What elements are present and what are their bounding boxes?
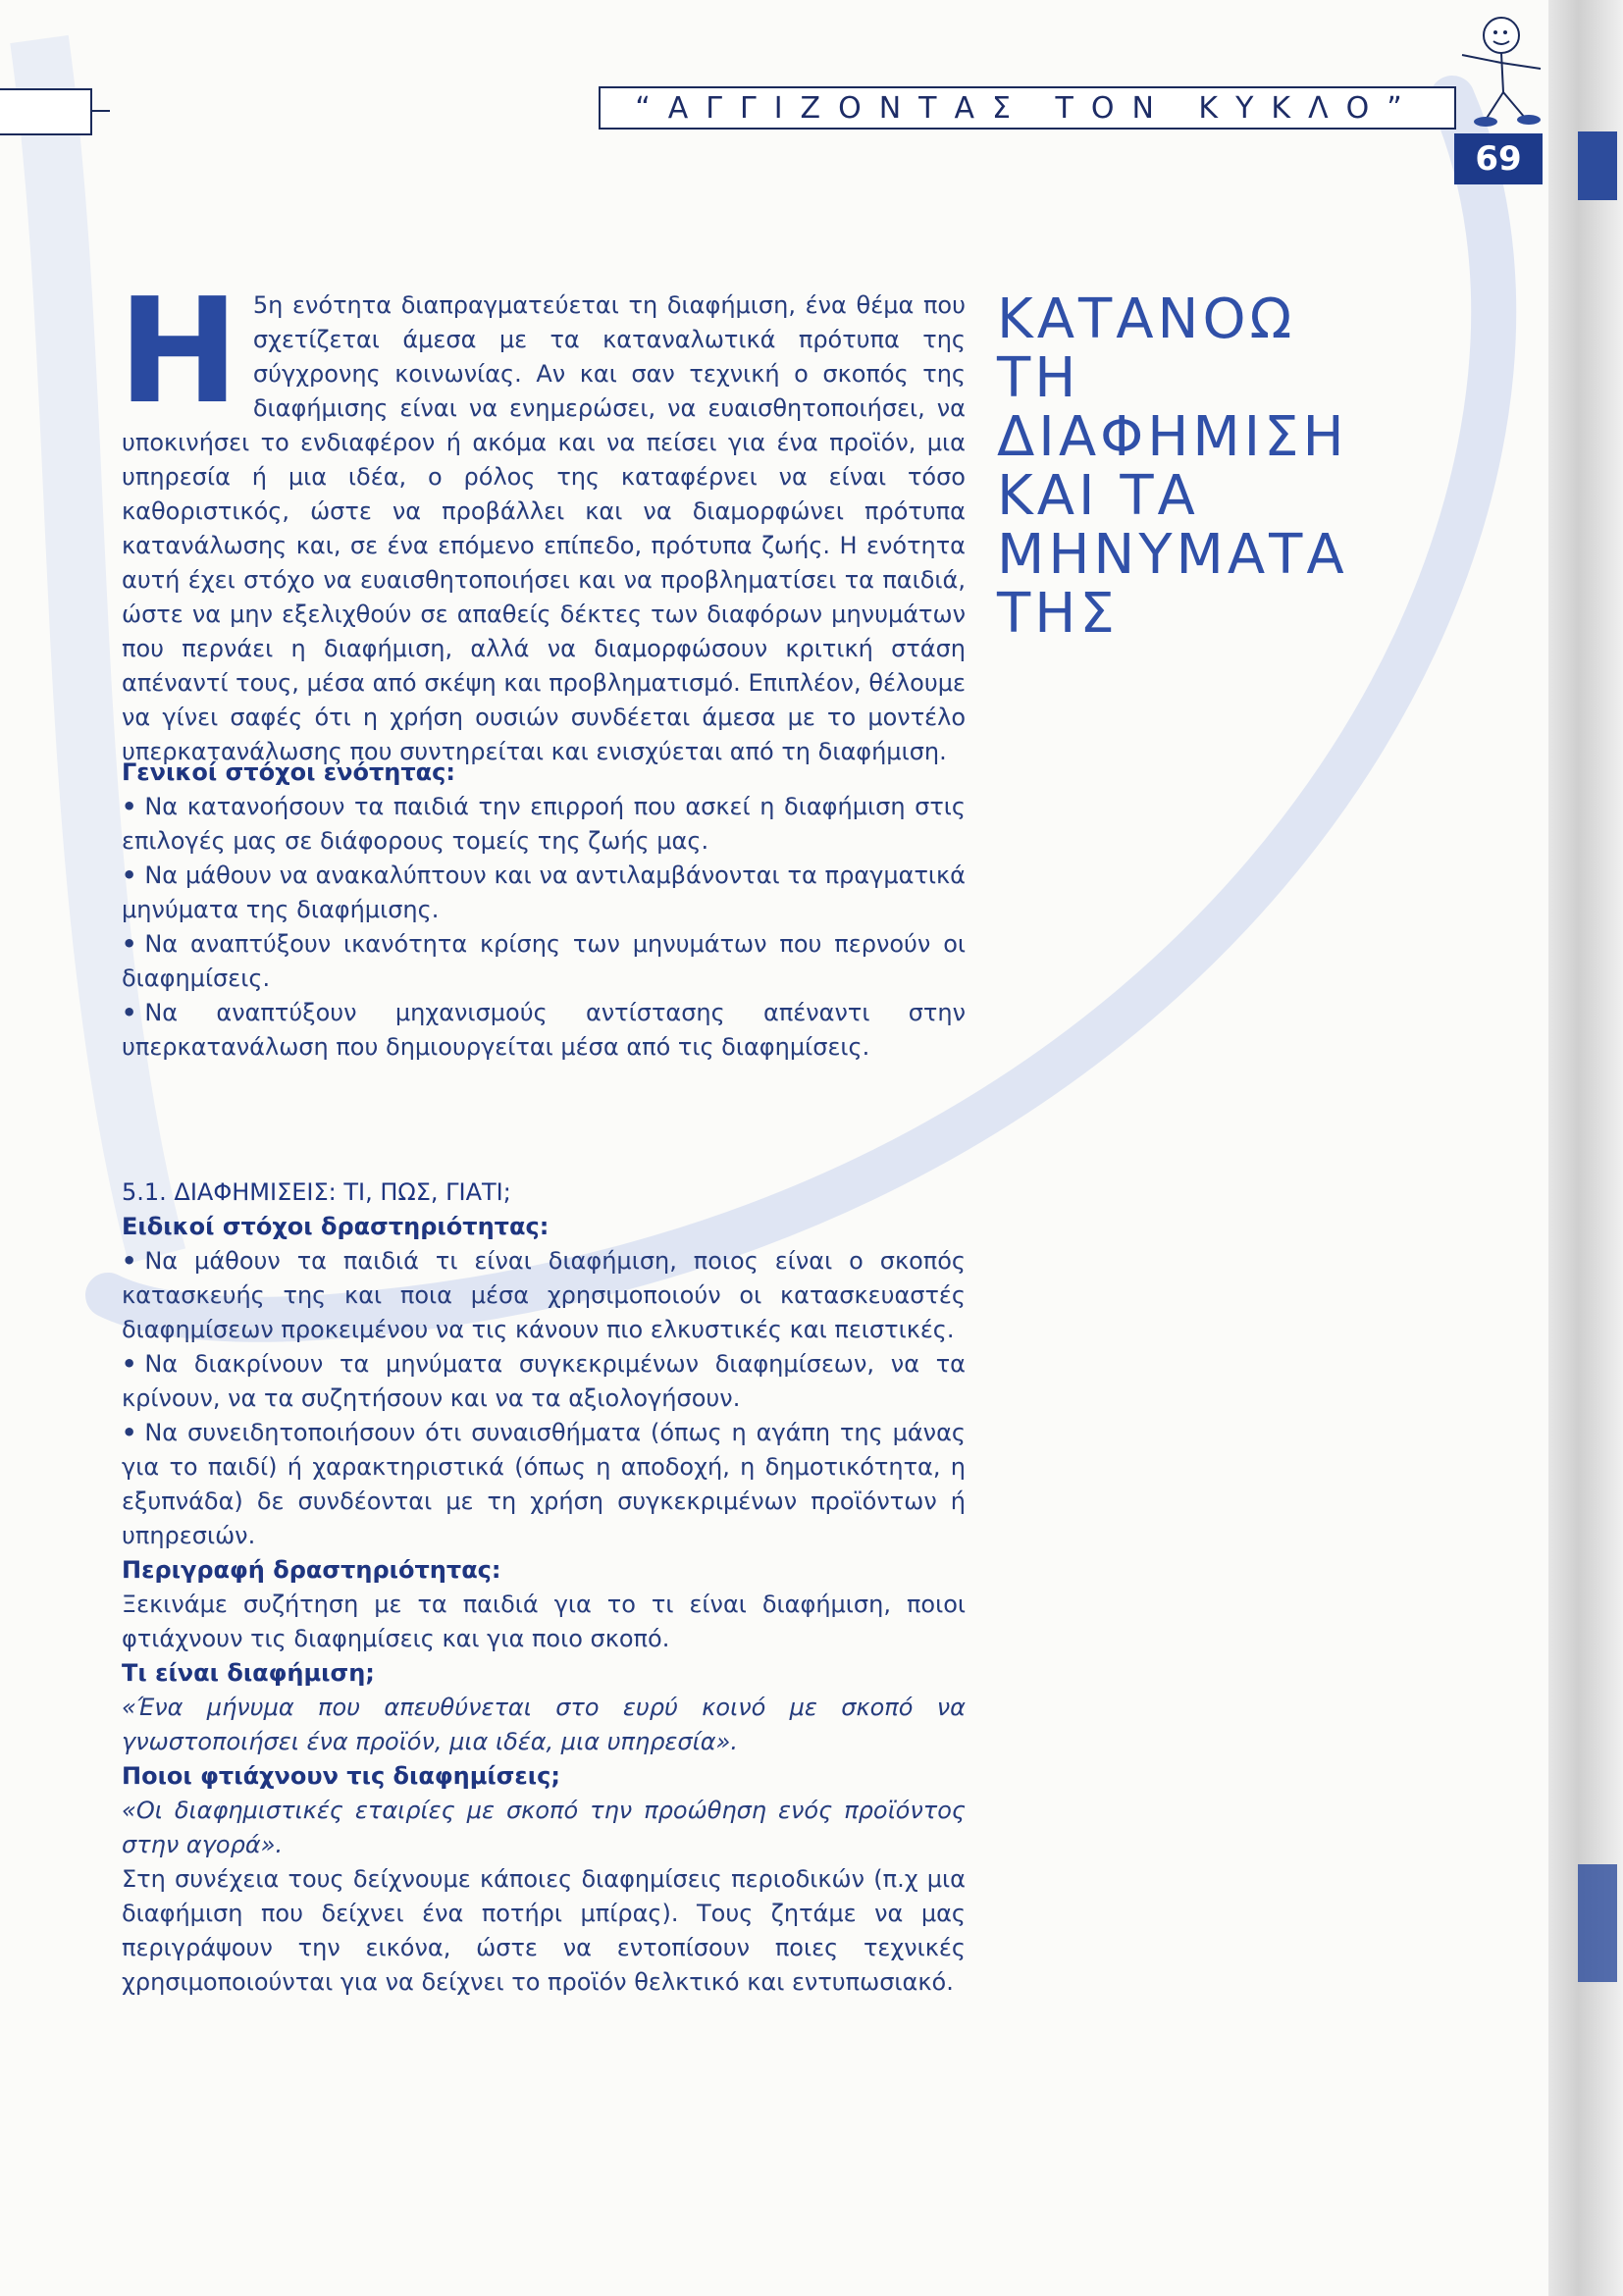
side-title-line: ΚΑΙ ΤΑ	[997, 464, 1199, 528]
side-title-line: ΔΙΑΦΗΜΙΣΗ	[997, 405, 1348, 469]
description-text: Ξεκινάμε συζήτηση με τα παιδιά για το τι είναι διαφήμιση, ποιοι φτιάχνουν τις διαφημίσεις και για ποιο σκοπό.	[122, 1591, 966, 1652]
bullet-icon: •	[122, 1419, 137, 1446]
question-answer: «Οι διαφημιστικές εταιρίες με σκοπό την προώθηση ενός προϊόντος στην αγορά».	[122, 1797, 966, 1858]
cartoon-figure-icon	[1442, 6, 1570, 131]
left-margin-tab	[0, 88, 92, 135]
bullet-icon: •	[122, 1247, 137, 1275]
side-title-line: ΚΑΤΑΝΟΩ	[997, 287, 1296, 351]
page-number	[1454, 133, 1543, 184]
side-title-line: ΤΗ	[997, 346, 1080, 410]
general-goals-heading: Γενικοί στόχοι ενότητας:	[122, 758, 455, 786]
side-title-line: ΜΗΝΥΜΑΤΑ	[997, 523, 1348, 587]
edge-tab-marker	[1578, 1864, 1617, 1982]
list-item	[122, 1416, 966, 1553]
list-item-text: Να μάθουν τα παιδιά τι είναι διαφήμιση, ποιος είναι ο σκοπός κατασκευής της και ποια μέσα χρησιμοποιούν οι κατασκευαστές διαφημίσεων προκειμένου να τις κάνουν πιο ελκυστικές και πειστικές.	[122, 1247, 966, 1343]
list-item-text: Να διακρίνουν τα μηνύματα συγκεκριμένων διαφημίσεων, να τα κρίνουν, να τα συζητήσουν και να τα αξιολογήσουν.	[122, 1350, 966, 1412]
bullet-icon: •	[122, 1350, 137, 1378]
list-item-text: Να συνειδητοποιήσουν ότι συναισθήματα (όπως η αγάπη της μάνας για το παιδί) ή χαρακτηριστικά (όπως η αποδοχή, η δημοτικότητα, η εξυπνάδα) δε συνδέονται με τη χρήση συγκεκριμένων προϊόντων ή υπηρεσιών.	[122, 1419, 966, 1549]
closing-paragraph: Στη συνέχεια τους δείχνουμε κάποιες διαφημίσεις περιοδικών (π.χ μια διαφήμιση που δείχνει ένα ποτήρι μπίρας). Τους ζητάμε να μας περιγράψουν την εικόνα, ώστε να εντοπίσουν ποιες τεχνικές χρησιμοποιούνται για να δείχνει το προϊόν θελκτικό και εντυπωσιακό.	[122, 1865, 966, 1996]
page-number-text: 69	[1475, 139, 1522, 179]
general-goals-section	[122, 756, 966, 1065]
list-item	[122, 790, 966, 859]
list-item	[122, 859, 966, 927]
running-header	[599, 86, 1456, 130]
running-title: “ΑΓΓΙΖΟΝΤΑΣ ΤΟΝ ΚΥΚΛΟ”	[635, 90, 1420, 126]
list-item	[122, 927, 966, 996]
intro-text: 5η ενότητα διαπραγματεύεται τη διαφήμιση, ένα θέμα που σχετίζεται άμεσα με τα καταναλωτικά πρότυπα της σύγχρονης κοινωνίας. Αν και σαν τεχνική ο σκοπός της διαφήμισης είναι να ενημερώσει, να ευαισθητοποιήσει, να υποκινήσει το ενδιαφέρον ή ακόμα και να πείσει για ένα προϊόν, μια υπηρεσία ή μια ιδέα, ο ρόλος της καταφέρνει να είναι τόσο καθοριστικός, ώστε να προβάλλει και να διαμορφώνει πρότυπα κατανάλωσης και, σε ένα επόμενο επίπεδο, πρότυπα ζωής. Η ενότητα αυτή έχει στόχο να ευαισθητοποιήσει και να προβληματίσει τα παιδιά, ώστε να μην εξελιχθούν σε απαθείς δέκτες των διαφόρων μηνυμάτων που περνάει η διαφήμιση, αλλά να διαμορφώσουν κριτική στάση απέναντί τους, μέσα από σκέψη και προβληματισμό. Επιπλέον, θέλουμε να γίνει σαφές ότι η χρήση ουσιών συνδέεται άμεσα με το μοντέλο υπερκατανάλωσης που συντηρείται και ενισχύεται από τη διαφήμιση.	[122, 291, 966, 765]
activity-title: 5.1. ΔΙΑΦΗΜΙΣΕΙΣ: ΤΙ, ΠΩΣ, ΓΙΑΤΙ;	[122, 1178, 511, 1206]
drop-cap: Η	[118, 267, 239, 436]
list-item	[122, 1244, 966, 1347]
bullet-icon: •	[122, 930, 137, 958]
list-item	[122, 996, 966, 1065]
list-item-text: Να μάθουν να ανακαλύπτουν και να αντιλαμβάνονται τα πραγματικά μηνύματα της διαφήμισης.	[122, 861, 966, 923]
question-heading: Ποιοι φτιάχνουν τις διαφημίσεις;	[122, 1762, 560, 1790]
left-margin-line	[90, 110, 110, 112]
section-side-title	[997, 287, 1389, 646]
question-heading: Τι είναι διαφήμιση;	[122, 1659, 375, 1687]
question-answer: «Ένα μήνυμα που απευθύνεται στο ευρύ κοινό με σκοπό να γνωστοποιήσει ένα προϊόν, μια ιδέα, μια υπηρεσία».	[122, 1694, 966, 1755]
side-title-line: ΤΗΣ	[997, 582, 1119, 646]
list-item-text: Να αναπτύξουν μηχανισμούς αντίστασης απέναντι στην υπερκατανάλωση που δημιουργείται μέσα από τις διαφημίσεις.	[122, 999, 966, 1061]
bullet-icon: •	[122, 793, 137, 820]
bullet-icon: •	[122, 999, 137, 1026]
edge-tab-marker	[1578, 131, 1617, 200]
activity-section	[122, 1175, 966, 2000]
list-item	[122, 1347, 966, 1416]
bullet-icon: •	[122, 861, 137, 889]
list-item-text: Να κατανοήσουν τα παιδιά την επιρροή που ασκεί η διαφήμιση στις επιλογές μας σε διάφορους τομείς της ζωής μας.	[122, 793, 966, 855]
list-item-text: Να αναπτύξουν ικανότητα κρίσης των μηνυμάτων που περνούν οι διαφημίσεις.	[122, 930, 966, 992]
specific-goals-heading: Ειδικοί στόχοι δραστηριότητας:	[122, 1213, 550, 1240]
intro-paragraph	[118, 267, 966, 769]
description-heading: Περιγραφή δραστηριότητας:	[122, 1556, 501, 1584]
